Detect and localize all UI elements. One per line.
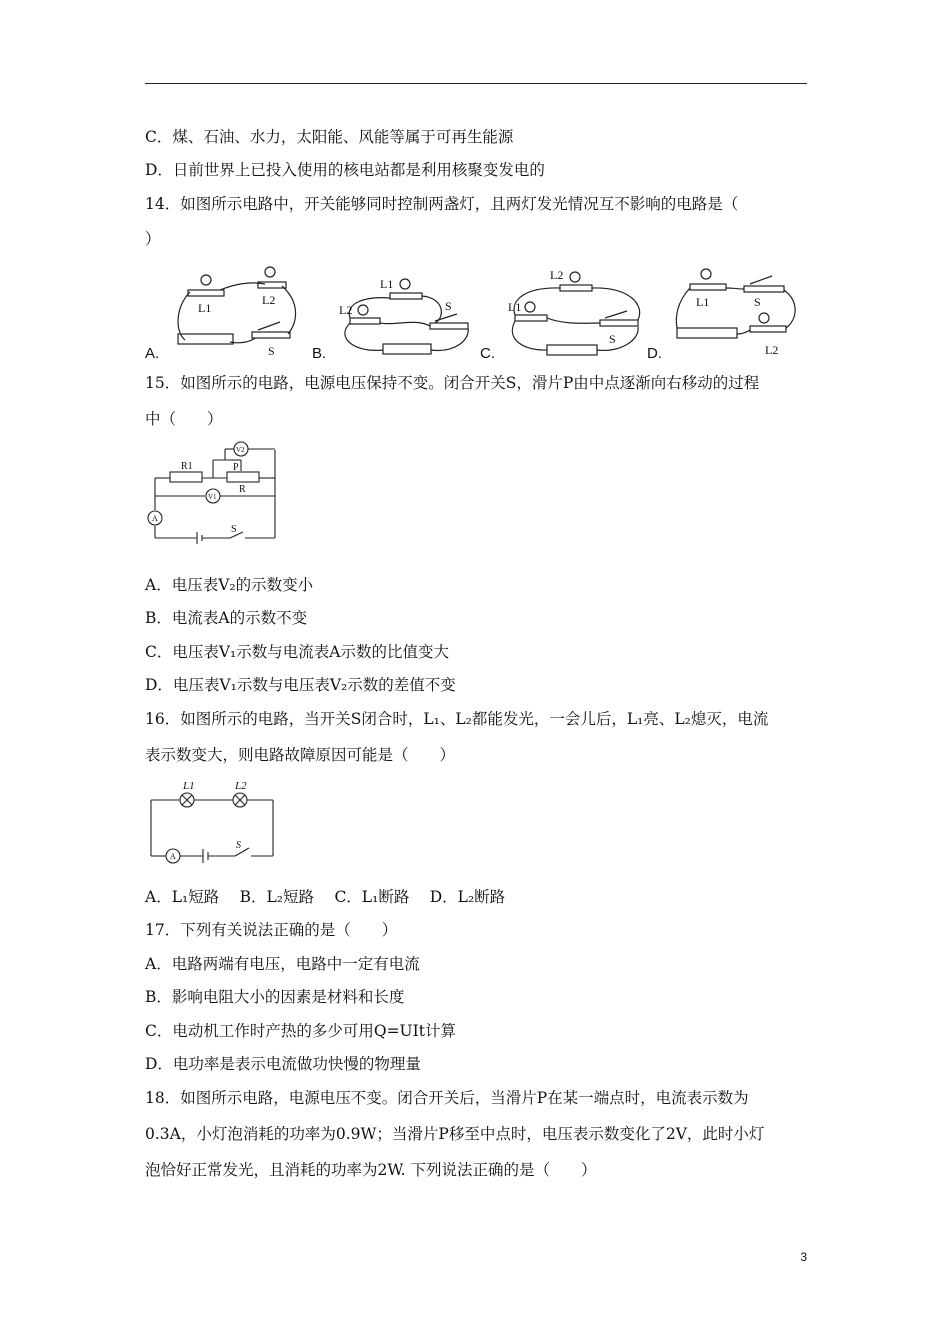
q16-s-label: S <box>236 840 241 851</box>
q14b-s-label: S <box>445 299 452 313</box>
q15-r1-label: R1 <box>181 461 193 472</box>
q18-stem-line3: 泡恰好正常发光，且消耗的功率为2W. 下列说法正确的是（ ） <box>145 1161 597 1179</box>
q14-option-d-label: D. <box>647 345 662 362</box>
q15-option-a: A．电压表V₂的示数变小 <box>145 576 314 594</box>
q16-options: A．L₁短路 B．L₂短路 C．L₁断路 D．L₂断路 <box>145 888 506 906</box>
q15-r-label: R <box>239 484 246 495</box>
q13-option-c: C．煤、石油、水力，太阳能、风能等属于可再生能源 <box>145 128 514 146</box>
q15-stem-end: 中（ ） <box>145 410 223 428</box>
q15-ammeter-label: A <box>152 514 158 523</box>
q14d-l2-label: L2 <box>765 343 779 357</box>
q18-stem-line1: 18．如图所示电路，电源电压不变。闭合开关后，当滑片P在某一端点时，电流表示数为 <box>145 1089 749 1107</box>
q14-stem-end: ） <box>145 230 161 248</box>
q15-stem: 15．如图所示的电路，电源电压保持不变。闭合开关S，滑片P由中点逐渐向右移动的过程 <box>145 374 760 392</box>
q16-stem: 16．如图所示的电路，当开关S闭合时，L₁、L₂都能发光，一会儿后，L₁亮、L₂熄灭，电流 <box>145 710 769 728</box>
q15-v2-label: V2 <box>236 446 245 454</box>
q14b-l1-label: L1 <box>380 277 394 291</box>
q14-option-c-label: C. <box>480 345 495 362</box>
q15-option-b: B．电流表A的示数不变 <box>145 609 308 627</box>
q17-option-b: B．影响电阻大小的因素是材料和长度 <box>145 988 405 1006</box>
q14-circuit-a <box>170 262 305 357</box>
q14-circuit-d <box>672 262 807 360</box>
q14a-s-label: S <box>268 344 275 357</box>
q14-stem: 14．如图所示电路中，开关能够同时控制两盏灯，且两灯发光情况互不影响的电路是（ <box>145 195 739 213</box>
q14-circuit-c <box>505 265 645 360</box>
q14d-l1-label: L1 <box>696 295 710 309</box>
q15-s-label: S <box>231 524 237 535</box>
q15-option-d: D．电压表V₁示数与电压表V₂示数的差值不变 <box>145 676 456 694</box>
q18-stem-line2: 0.3A，小灯泡消耗的功率为0.9W；当滑片P移至中点时，电压表示数变化了2V，此时小灯 <box>145 1125 765 1143</box>
q15-v1-label: V1 <box>208 493 217 501</box>
q14-option-a-label: A. <box>145 345 160 362</box>
header-rule <box>145 83 807 84</box>
q16-ammeter-label: A <box>170 852 176 861</box>
q16-l1-label: L1 <box>183 780 195 792</box>
q13-option-d: D．日前世界上已投入使用的核电站都是利用核聚变发电的 <box>145 161 545 179</box>
q16-circuit <box>145 778 285 870</box>
q14a-l1-label: L1 <box>198 301 212 315</box>
q15-option-c: C．电压表V₁示数与电流表A示数的比值变大 <box>145 643 449 661</box>
q17-stem: 17．下列有关说法正确的是（ ） <box>145 921 398 939</box>
q14b-l2-label: L2 <box>339 303 353 317</box>
q14c-l2-label: L2 <box>550 268 564 282</box>
q15-p-label: P <box>233 462 239 473</box>
q17-option-d: D．电功率是表示电流做功快慢的物理量 <box>145 1055 421 1073</box>
q16-l2-label: L2 <box>235 780 247 792</box>
q17-option-c: C．电动机工作时产热的多少可用Q=UIt计算 <box>145 1022 456 1040</box>
q15-circuit <box>145 440 285 550</box>
q14-option-b-label: B. <box>312 345 327 362</box>
page-number: 3 <box>800 1250 807 1264</box>
q14d-s-label: S <box>754 295 761 309</box>
q14c-l1-label: L1 <box>508 300 522 314</box>
q17-option-a: A．电路两端有电压，电路中一定有电流 <box>145 955 420 973</box>
q14c-s-label: S <box>609 332 616 346</box>
q14-circuit-b <box>335 268 475 360</box>
q16-stem-end: 表示数变大，则电路故障原因可能是（ ） <box>145 746 456 764</box>
q14a-l2-label: L2 <box>262 293 276 307</box>
